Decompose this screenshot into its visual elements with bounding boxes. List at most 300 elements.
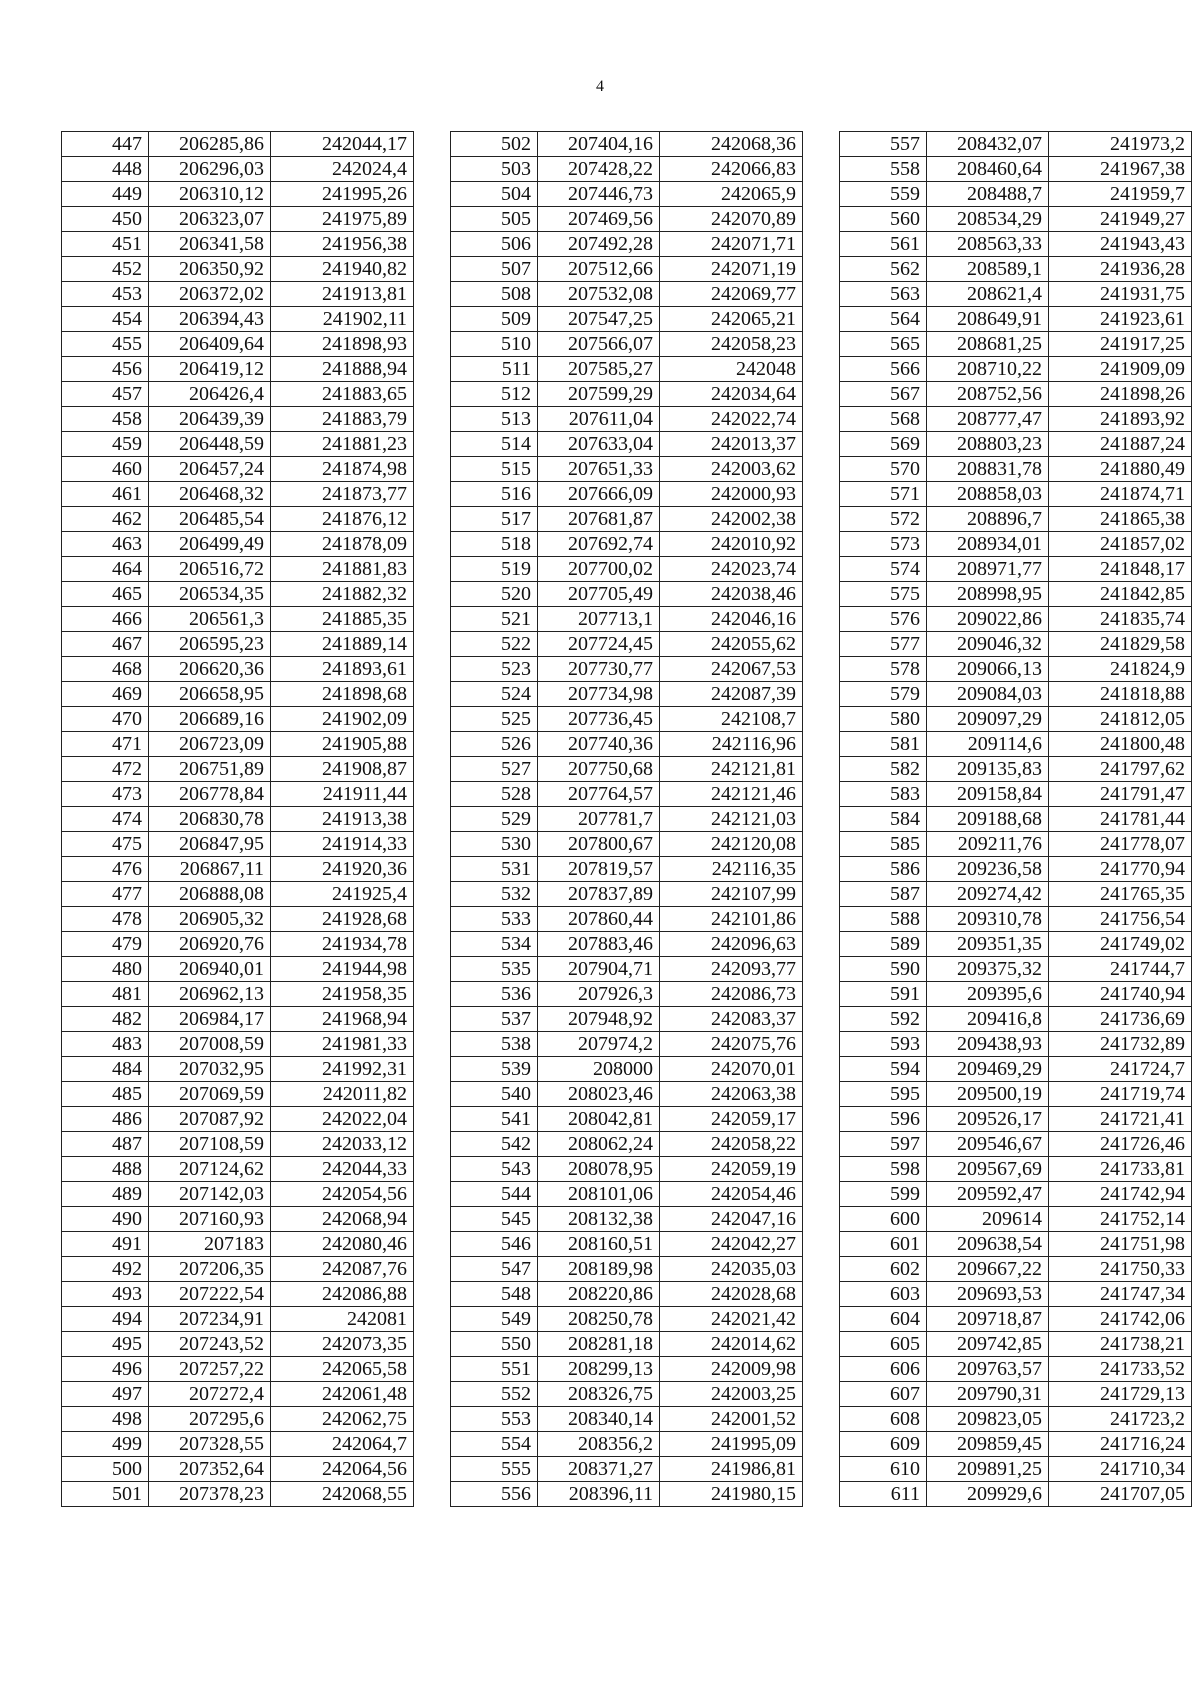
point-number-cell: 500	[62, 1457, 149, 1482]
table-row	[451, 882, 803, 907]
x-coordinate-cell: 206499,49	[149, 532, 271, 557]
point-number-cell: 477	[62, 882, 149, 907]
table-row	[840, 782, 1192, 807]
table-row	[62, 232, 414, 257]
y-coordinate-cell: 241893,61	[271, 657, 414, 682]
x-coordinate-cell: 208340,14	[538, 1407, 660, 1432]
table-row	[840, 657, 1192, 682]
table-row	[840, 1357, 1192, 1382]
table-row	[840, 732, 1192, 757]
x-coordinate-cell: 207800,67	[538, 832, 660, 857]
y-coordinate-cell: 242014,62	[660, 1332, 803, 1357]
x-coordinate-cell: 207666,09	[538, 482, 660, 507]
y-coordinate-cell: 241885,35	[271, 607, 414, 632]
x-coordinate-cell: 208250,78	[538, 1307, 660, 1332]
y-coordinate-cell: 242022,74	[660, 407, 803, 432]
table-row	[62, 332, 414, 357]
y-coordinate-cell: 241732,89	[1049, 1032, 1192, 1057]
x-coordinate-cell: 207713,1	[538, 607, 660, 632]
table-row	[840, 1332, 1192, 1357]
table-row	[451, 1157, 803, 1182]
y-coordinate-cell: 241733,52	[1049, 1357, 1192, 1382]
x-coordinate-cell: 208078,95	[538, 1157, 660, 1182]
point-number-cell: 540	[451, 1082, 538, 1107]
y-coordinate-cell: 241749,02	[1049, 932, 1192, 957]
point-number-cell: 524	[451, 682, 538, 707]
x-coordinate-cell: 208752,56	[927, 382, 1049, 407]
x-coordinate-cell: 208998,95	[927, 582, 1049, 607]
x-coordinate-cell: 208681,25	[927, 332, 1049, 357]
table-row	[840, 132, 1192, 157]
x-coordinate-cell: 207032,95	[149, 1057, 271, 1082]
table-row	[840, 332, 1192, 357]
y-coordinate-cell: 241874,98	[271, 457, 414, 482]
table-row	[62, 1457, 414, 1482]
table-row	[62, 457, 414, 482]
point-number-cell: 485	[62, 1082, 149, 1107]
y-coordinate-cell: 241909,09	[1049, 357, 1192, 382]
table-row	[840, 957, 1192, 982]
table-row	[451, 507, 803, 532]
point-number-cell: 591	[840, 982, 927, 1007]
point-number-cell: 546	[451, 1232, 538, 1257]
table-row	[840, 1282, 1192, 1307]
y-coordinate-cell: 241742,06	[1049, 1307, 1192, 1332]
point-number-cell: 577	[840, 632, 927, 657]
x-coordinate-cell: 206310,12	[149, 182, 271, 207]
point-number-cell: 479	[62, 932, 149, 957]
table-row	[840, 982, 1192, 1007]
x-coordinate-cell: 207160,93	[149, 1207, 271, 1232]
x-coordinate-cell: 207428,22	[538, 157, 660, 182]
table-row	[840, 1482, 1192, 1507]
x-coordinate-cell: 209638,54	[927, 1232, 1049, 1257]
x-coordinate-cell: 208896,7	[927, 507, 1049, 532]
y-coordinate-cell: 242070,01	[660, 1057, 803, 1082]
x-coordinate-cell: 209742,85	[927, 1332, 1049, 1357]
point-number-cell: 556	[451, 1482, 538, 1507]
point-number-cell: 499	[62, 1432, 149, 1457]
x-coordinate-cell: 206439,39	[149, 407, 271, 432]
point-number-cell: 595	[840, 1082, 927, 1107]
table-row	[62, 782, 414, 807]
table-row	[451, 232, 803, 257]
point-number-cell: 548	[451, 1282, 538, 1307]
x-coordinate-cell: 206561,3	[149, 607, 271, 632]
table-row	[840, 932, 1192, 957]
y-coordinate-cell: 242028,68	[660, 1282, 803, 1307]
y-coordinate-cell: 242038,46	[660, 582, 803, 607]
y-coordinate-cell: 242021,42	[660, 1307, 803, 1332]
x-coordinate-cell: 208432,07	[927, 132, 1049, 157]
point-number-cell: 463	[62, 532, 149, 557]
x-coordinate-cell: 207295,6	[149, 1407, 271, 1432]
y-coordinate-cell: 242121,46	[660, 782, 803, 807]
table-row	[840, 1457, 1192, 1482]
y-coordinate-cell: 242024,4	[271, 157, 414, 182]
table-row	[451, 807, 803, 832]
x-coordinate-cell: 207730,77	[538, 657, 660, 682]
table-row	[451, 782, 803, 807]
point-number-cell: 517	[451, 507, 538, 532]
x-coordinate-cell: 207651,33	[538, 457, 660, 482]
y-coordinate-cell: 241738,21	[1049, 1332, 1192, 1357]
table-row	[451, 557, 803, 582]
y-coordinate-cell: 242059,17	[660, 1107, 803, 1132]
table-row	[840, 1007, 1192, 1032]
point-number-cell: 504	[451, 182, 538, 207]
table-row	[451, 1232, 803, 1257]
point-number-cell: 560	[840, 207, 927, 232]
y-coordinate-cell: 241995,26	[271, 182, 414, 207]
y-coordinate-cell: 241770,94	[1049, 857, 1192, 882]
y-coordinate-cell: 242000,93	[660, 482, 803, 507]
table-row	[62, 982, 414, 1007]
point-number-cell: 505	[451, 207, 538, 232]
table-row	[840, 1182, 1192, 1207]
point-number-cell: 584	[840, 807, 927, 832]
y-coordinate-cell: 241710,34	[1049, 1457, 1192, 1482]
y-coordinate-cell: 241992,31	[271, 1057, 414, 1082]
y-coordinate-cell: 241744,7	[1049, 957, 1192, 982]
x-coordinate-cell: 209718,87	[927, 1307, 1049, 1332]
point-number-cell: 544	[451, 1182, 538, 1207]
point-number-cell: 473	[62, 782, 149, 807]
y-coordinate-cell: 241881,83	[271, 557, 414, 582]
point-number-cell: 523	[451, 657, 538, 682]
x-coordinate-cell: 208621,4	[927, 282, 1049, 307]
point-number-cell: 514	[451, 432, 538, 457]
y-coordinate-cell: 241893,92	[1049, 407, 1192, 432]
y-coordinate-cell: 241800,48	[1049, 732, 1192, 757]
table-row	[840, 432, 1192, 457]
point-number-cell: 568	[840, 407, 927, 432]
point-number-cell: 515	[451, 457, 538, 482]
y-coordinate-cell: 241778,07	[1049, 832, 1192, 857]
x-coordinate-cell: 208000	[538, 1057, 660, 1082]
table-row	[451, 682, 803, 707]
point-number-cell: 469	[62, 682, 149, 707]
table-row	[62, 1432, 414, 1457]
table-row	[451, 482, 803, 507]
table-row	[840, 1232, 1192, 1257]
table-row	[62, 957, 414, 982]
point-number-cell: 574	[840, 557, 927, 582]
y-coordinate-cell: 241920,36	[271, 857, 414, 882]
x-coordinate-cell: 207740,36	[538, 732, 660, 757]
x-coordinate-cell: 209046,32	[927, 632, 1049, 657]
x-coordinate-cell: 208042,81	[538, 1107, 660, 1132]
y-coordinate-cell: 241881,23	[271, 432, 414, 457]
table-row	[451, 357, 803, 382]
y-coordinate-cell: 241883,65	[271, 382, 414, 407]
y-coordinate-cell: 241791,47	[1049, 782, 1192, 807]
table-row	[840, 1082, 1192, 1107]
y-coordinate-cell: 242080,46	[271, 1232, 414, 1257]
point-number-cell: 530	[451, 832, 538, 857]
x-coordinate-cell: 206296,03	[149, 157, 271, 182]
x-coordinate-cell: 207222,54	[149, 1282, 271, 1307]
x-coordinate-cell: 208534,29	[927, 207, 1049, 232]
table-row	[840, 1107, 1192, 1132]
point-number-cell: 453	[62, 282, 149, 307]
point-number-cell: 474	[62, 807, 149, 832]
x-coordinate-cell: 207272,4	[149, 1382, 271, 1407]
y-coordinate-cell: 242062,75	[271, 1407, 414, 1432]
table-row	[62, 1082, 414, 1107]
table-row	[451, 932, 803, 957]
point-number-cell: 470	[62, 707, 149, 732]
y-coordinate-cell: 242034,64	[660, 382, 803, 407]
x-coordinate-cell: 207705,49	[538, 582, 660, 607]
point-number-cell: 533	[451, 907, 538, 932]
table-row	[62, 1482, 414, 1507]
table-row	[451, 532, 803, 557]
table-row	[451, 757, 803, 782]
table-row	[62, 1382, 414, 1407]
x-coordinate-cell: 208371,27	[538, 1457, 660, 1482]
x-coordinate-cell: 207974,2	[538, 1032, 660, 1057]
x-coordinate-cell: 208023,46	[538, 1082, 660, 1107]
point-number-cell: 458	[62, 407, 149, 432]
table-row	[62, 1032, 414, 1057]
table-row	[840, 757, 1192, 782]
table-row	[62, 157, 414, 182]
table-row	[840, 257, 1192, 282]
table-row	[451, 257, 803, 282]
point-number-cell: 491	[62, 1232, 149, 1257]
x-coordinate-cell: 209614	[927, 1207, 1049, 1232]
table-row	[840, 607, 1192, 632]
table-row	[62, 257, 414, 282]
point-number-cell: 534	[451, 932, 538, 957]
y-coordinate-cell: 242096,63	[660, 932, 803, 957]
y-coordinate-cell: 241848,17	[1049, 557, 1192, 582]
table-row	[62, 1407, 414, 1432]
x-coordinate-cell: 208831,78	[927, 457, 1049, 482]
table-row	[62, 932, 414, 957]
x-coordinate-cell: 208858,03	[927, 482, 1049, 507]
table-row	[840, 1307, 1192, 1332]
table-row	[840, 457, 1192, 482]
x-coordinate-cell: 207904,71	[538, 957, 660, 982]
x-coordinate-cell: 206830,78	[149, 807, 271, 832]
y-coordinate-cell: 242048	[660, 357, 803, 382]
table-row	[451, 332, 803, 357]
y-coordinate-cell: 241781,44	[1049, 807, 1192, 832]
point-number-cell: 511	[451, 357, 538, 382]
x-coordinate-cell: 207124,62	[149, 1157, 271, 1182]
x-coordinate-cell: 209158,84	[927, 782, 1049, 807]
x-coordinate-cell: 209135,83	[927, 757, 1049, 782]
y-coordinate-cell: 242071,71	[660, 232, 803, 257]
x-coordinate-cell: 207781,7	[538, 807, 660, 832]
table-row	[451, 207, 803, 232]
point-number-cell: 603	[840, 1282, 927, 1307]
y-coordinate-cell: 241842,85	[1049, 582, 1192, 607]
y-coordinate-cell: 241913,81	[271, 282, 414, 307]
table-row	[840, 407, 1192, 432]
x-coordinate-cell: 207243,52	[149, 1332, 271, 1357]
y-coordinate-cell: 242081	[271, 1307, 414, 1332]
y-coordinate-cell: 242107,99	[660, 882, 803, 907]
x-coordinate-cell: 209763,57	[927, 1357, 1049, 1382]
x-coordinate-cell: 208132,38	[538, 1207, 660, 1232]
table-row	[62, 282, 414, 307]
point-number-cell: 462	[62, 507, 149, 532]
y-coordinate-cell: 241995,09	[660, 1432, 803, 1457]
x-coordinate-cell: 209114,6	[927, 732, 1049, 757]
y-coordinate-cell: 242063,38	[660, 1082, 803, 1107]
y-coordinate-cell: 242120,08	[660, 832, 803, 857]
point-number-cell: 586	[840, 857, 927, 882]
table-row	[451, 1107, 803, 1132]
point-number-cell: 480	[62, 957, 149, 982]
y-coordinate-cell: 241882,32	[271, 582, 414, 607]
x-coordinate-cell: 206689,16	[149, 707, 271, 732]
x-coordinate-cell: 206468,32	[149, 482, 271, 507]
y-coordinate-cell: 241797,62	[1049, 757, 1192, 782]
point-number-cell: 597	[840, 1132, 927, 1157]
point-number-cell: 579	[840, 682, 927, 707]
point-number-cell: 488	[62, 1157, 149, 1182]
y-coordinate-cell: 241986,81	[660, 1457, 803, 1482]
table-row	[840, 832, 1192, 857]
table-row	[840, 707, 1192, 732]
point-number-cell: 490	[62, 1207, 149, 1232]
table-row	[62, 857, 414, 882]
point-number-cell: 555	[451, 1457, 538, 1482]
x-coordinate-cell: 209469,29	[927, 1057, 1049, 1082]
y-coordinate-cell: 242054,56	[271, 1182, 414, 1207]
point-number-cell: 527	[451, 757, 538, 782]
y-coordinate-cell: 241880,49	[1049, 457, 1192, 482]
y-coordinate-cell: 241721,41	[1049, 1107, 1192, 1132]
x-coordinate-cell: 209859,45	[927, 1432, 1049, 1457]
x-coordinate-cell: 208220,86	[538, 1282, 660, 1307]
y-coordinate-cell: 241944,98	[271, 957, 414, 982]
x-coordinate-cell: 207234,91	[149, 1307, 271, 1332]
y-coordinate-cell: 241934,78	[271, 932, 414, 957]
x-coordinate-cell: 206867,11	[149, 857, 271, 882]
y-coordinate-cell: 241928,68	[271, 907, 414, 932]
point-number-cell: 539	[451, 1057, 538, 1082]
point-number-cell: 531	[451, 857, 538, 882]
y-coordinate-cell: 242023,74	[660, 557, 803, 582]
point-number-cell: 476	[62, 857, 149, 882]
y-coordinate-cell: 241765,35	[1049, 882, 1192, 907]
x-coordinate-cell: 208189,98	[538, 1257, 660, 1282]
point-number-cell: 559	[840, 182, 927, 207]
y-coordinate-cell: 241751,98	[1049, 1232, 1192, 1257]
table-row	[451, 432, 803, 457]
x-coordinate-cell: 209236,58	[927, 857, 1049, 882]
x-coordinate-cell: 206905,32	[149, 907, 271, 932]
table-row	[451, 1032, 803, 1057]
point-number-cell: 598	[840, 1157, 927, 1182]
point-number-cell: 497	[62, 1382, 149, 1407]
y-coordinate-cell: 241981,33	[271, 1032, 414, 1057]
table-row	[840, 632, 1192, 657]
point-number-cell: 576	[840, 607, 927, 632]
table-row	[62, 132, 414, 157]
point-number-cell: 508	[451, 282, 538, 307]
point-number-cell: 589	[840, 932, 927, 957]
x-coordinate-cell: 208563,33	[927, 232, 1049, 257]
y-coordinate-cell: 241716,24	[1049, 1432, 1192, 1457]
point-number-cell: 575	[840, 582, 927, 607]
y-coordinate-cell: 242013,37	[660, 432, 803, 457]
table-row	[840, 532, 1192, 557]
x-coordinate-cell: 207734,98	[538, 682, 660, 707]
point-number-cell: 448	[62, 157, 149, 182]
table-row	[451, 657, 803, 682]
table-row	[840, 282, 1192, 307]
table-row	[62, 532, 414, 557]
y-coordinate-cell: 241873,77	[271, 482, 414, 507]
point-number-cell: 538	[451, 1032, 538, 1057]
table-row	[62, 357, 414, 382]
x-coordinate-cell: 208396,11	[538, 1482, 660, 1507]
y-coordinate-cell: 242033,12	[271, 1132, 414, 1157]
y-coordinate-cell: 242011,82	[271, 1082, 414, 1107]
table-row	[451, 182, 803, 207]
point-number-cell: 506	[451, 232, 538, 257]
table-row	[62, 507, 414, 532]
point-number-cell: 570	[840, 457, 927, 482]
table-row	[451, 582, 803, 607]
y-coordinate-cell: 241878,09	[271, 532, 414, 557]
y-coordinate-cell: 241719,74	[1049, 1082, 1192, 1107]
x-coordinate-cell: 207257,22	[149, 1357, 271, 1382]
y-coordinate-cell: 241943,43	[1049, 232, 1192, 257]
x-coordinate-cell: 207883,46	[538, 932, 660, 957]
x-coordinate-cell: 206778,84	[149, 782, 271, 807]
point-number-cell: 495	[62, 1332, 149, 1357]
point-number-cell: 459	[62, 432, 149, 457]
x-coordinate-cell: 207532,08	[538, 282, 660, 307]
point-number-cell: 457	[62, 382, 149, 407]
y-coordinate-cell: 242064,7	[271, 1432, 414, 1457]
y-coordinate-cell: 242068,94	[271, 1207, 414, 1232]
x-coordinate-cell: 208649,91	[927, 307, 1049, 332]
y-coordinate-cell: 241908,87	[271, 757, 414, 782]
y-coordinate-cell: 241898,26	[1049, 382, 1192, 407]
y-coordinate-cell: 241913,38	[271, 807, 414, 832]
x-coordinate-cell: 206485,54	[149, 507, 271, 532]
y-coordinate-cell: 242044,17	[271, 132, 414, 157]
y-coordinate-cell: 241905,88	[271, 732, 414, 757]
table-row	[62, 1182, 414, 1207]
x-coordinate-cell: 206888,08	[149, 882, 271, 907]
coordinate-table-2	[450, 131, 803, 1507]
y-coordinate-cell: 241865,38	[1049, 507, 1192, 532]
x-coordinate-cell: 206372,02	[149, 282, 271, 307]
x-coordinate-cell: 209022,86	[927, 607, 1049, 632]
table-row	[451, 632, 803, 657]
x-coordinate-cell: 207469,56	[538, 207, 660, 232]
y-coordinate-cell: 242044,33	[271, 1157, 414, 1182]
point-number-cell: 455	[62, 332, 149, 357]
table-row	[451, 907, 803, 932]
table-row	[451, 1482, 803, 1507]
x-coordinate-cell: 207008,59	[149, 1032, 271, 1057]
point-number-cell: 558	[840, 157, 927, 182]
y-coordinate-cell: 241889,14	[271, 632, 414, 657]
table-row	[451, 982, 803, 1007]
table-row	[451, 1182, 803, 1207]
table-row	[62, 1207, 414, 1232]
